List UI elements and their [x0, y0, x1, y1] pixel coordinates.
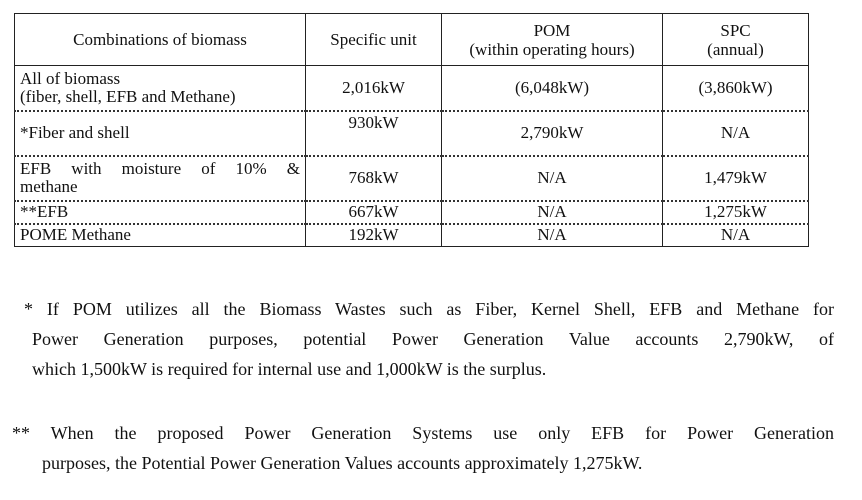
row-name-cell: POME Methane: [15, 224, 306, 247]
header-specific-unit: Specific unit: [306, 14, 442, 66]
row-name-line2: methane: [20, 177, 78, 196]
row-name-cell: **EFB: [15, 201, 306, 224]
row-unit-cell: 930kW: [306, 111, 442, 156]
footnote-2-line-1: ** When the proposed Power Generation Systems use only EFB for Power Generation: [12, 423, 834, 443]
row-pom-cell: N/A: [442, 224, 663, 247]
row-name-line1: EFB with moisture of 10% &: [20, 159, 300, 178]
row-spc-cell: (3,860kW): [663, 66, 809, 111]
footnote-2-line-2: purposes, the Potential Power Generation Values accounts approximately 1,275kW.: [42, 453, 643, 473]
header-spc: [663, 14, 809, 66]
row-name-cell: [15, 66, 306, 111]
row-spc-cell: N/A: [663, 111, 809, 156]
table-row: [15, 224, 809, 247]
header-spc-line2: (annual): [707, 39, 764, 59]
footnote-1-line-3: which 1,500kW is required for internal use and 1,000kW is the surplus.: [32, 359, 547, 379]
row-spc-cell: 1,275kW: [663, 201, 809, 224]
row-pom-cell: 2,790kW: [442, 111, 663, 156]
table-row: [15, 156, 809, 201]
header-pom-line2: (within operating hours): [469, 39, 635, 59]
row-pom-cell: (6,048kW): [442, 66, 663, 111]
row-name-line2: (fiber, shell, EFB and Methane): [20, 86, 236, 106]
table-row: [15, 111, 809, 156]
row-pom-cell: N/A: [442, 156, 663, 201]
header-pom-line1: POM: [533, 20, 571, 40]
row-name-line1: All of biomass: [20, 68, 121, 88]
table-row: [15, 66, 809, 111]
row-unit-cell: 768kW: [306, 156, 442, 201]
row-unit-cell: 667kW: [306, 201, 442, 224]
row-name-line1: *Fiber and shell: [20, 123, 130, 142]
table-header-row: [15, 14, 809, 66]
row-spc-cell: N/A: [663, 224, 809, 247]
header-spc-line1: SPC: [720, 20, 751, 40]
biomass-power-table: [14, 13, 809, 247]
footnote-single-asterisk: [24, 294, 834, 384]
footnote-double-asterisk: [12, 418, 834, 478]
row-unit-cell: 2,016kW: [306, 66, 442, 111]
row-name-cell: [15, 156, 306, 201]
footnote-1-line-2: Power Generation purposes, potential Power Generation Value accounts 2,790kW, of: [32, 329, 834, 349]
row-name-cell: [15, 111, 306, 156]
header-combinations: Combinations of biomass: [15, 14, 306, 66]
table-row: [15, 201, 809, 224]
row-spc-cell: 1,479kW: [663, 156, 809, 201]
row-unit-cell: 192kW: [306, 224, 442, 247]
header-pom: [442, 14, 663, 66]
footnote-1-line-1: * If POM utilizes all the Biomass Wastes such as Fiber, Kernel Shell, EFB and Methane for: [24, 299, 834, 319]
row-pom-cell: N/A: [442, 201, 663, 224]
